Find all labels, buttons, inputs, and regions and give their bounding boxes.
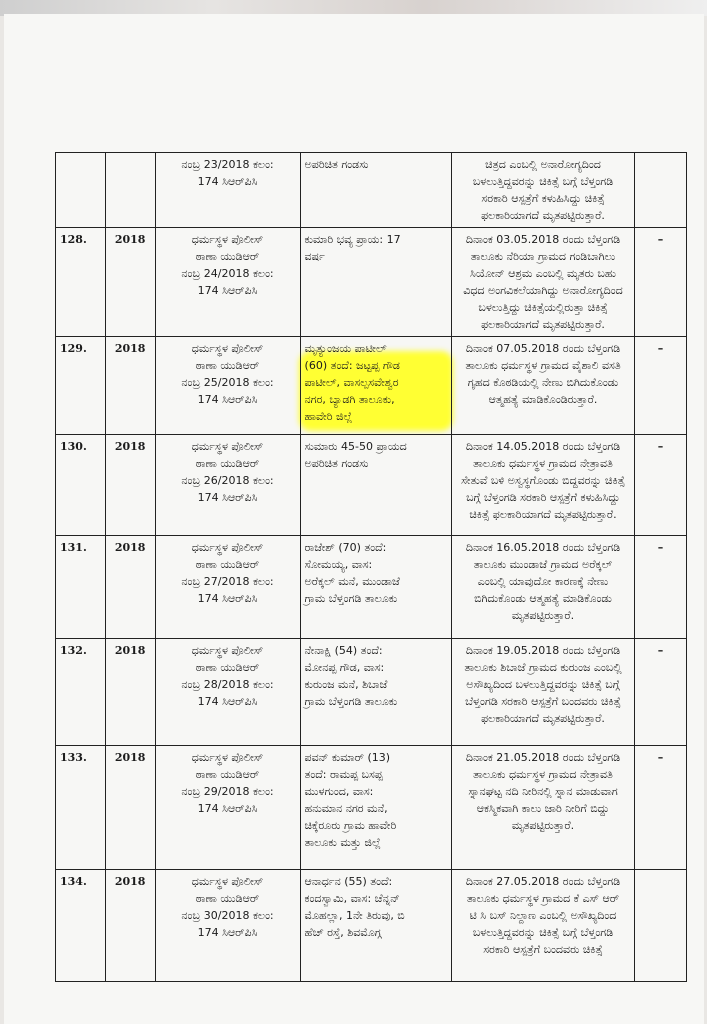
case-line: ನಂಬ್ರ 30/2018 ಕಲಂ: <box>181 909 274 922</box>
name-line: ಗ್ರಾಮ ಬೆಳ್ತಂಗಡಿ ತಾಲೂಕು <box>304 592 398 605</box>
case-line: 174 ಸಿಆರ್‌ಪಿಸಿ <box>197 175 258 188</box>
name-cell <box>300 435 451 536</box>
name-cell <box>300 746 451 870</box>
table-row <box>56 746 687 870</box>
case-line: ನಂಬ್ರ 23/2018 ಕಲಂ: <box>181 158 274 171</box>
year-cell: 2018 <box>105 337 155 435</box>
details-cell <box>451 870 634 982</box>
case-line: 174 ಸಿಆರ್‌ಪಿಸಿ <box>197 695 258 708</box>
table-row <box>56 639 687 746</box>
details-line: ತಾಲೂಕು ಧರ್ಮಸ್ಥಳ ಗ್ರಾಮದ ನೇತ್ರಾವತಿ <box>473 457 613 470</box>
remark-cell: – <box>635 746 687 870</box>
serial-cell: 134. <box>56 870 106 982</box>
case-cell <box>155 435 300 536</box>
details-line: ಬೆಳ್ತಂಗಡಿ ಸರಕಾರಿ ಆಸ್ಪತ್ರೆಗೆ ಬಂದವರು ಚಿಕಿತ್ಸೆ <box>465 695 621 708</box>
details-line: ಚಿಕಿತ್ಸೆ ಫಲಕಾರಿಯಾಗದೆ ಮೃತಪಟ್ಟಿರುತ್ತಾರೆ. <box>469 508 617 521</box>
name-line: ಹೆಚ್ ರಸ್ತೆ, ಶಿವಮೊಗ್ಗ <box>304 926 382 939</box>
details-line: ದಿನಾಂಕ 14.05.2018 ರಂದು ಬೆಳ್ತಂಗಡಿ <box>465 440 621 453</box>
case-line: 174 ಸಿಆರ್‌ಪಿಸಿ <box>197 802 258 815</box>
case-cell <box>155 746 300 870</box>
details-line: ಸೇತುವೆ ಬಳಿ ಅಸ್ವಸ್ಥಗೊಂಡು ಬಿದ್ದವರನ್ನು ಚಿಕಿತ್ಸೆ <box>461 474 625 487</box>
details-line: ಸಿಯೋನ್ ಆಶ್ರಮ ಎಂಬಲ್ಲಿ ಮೃತರು ಬಹು <box>470 267 616 280</box>
details-line: ವಿಧದ ಅಂಗವಿಕಲೆಯಾಗಿದ್ದು ಅನಾರೋಗ್ಯದಿಂದ <box>463 284 623 297</box>
details-cell <box>451 639 634 746</box>
name-line: ಮೃತ್ಯುಂಜಯ ಪಾಟೀಲ್ <box>304 342 387 355</box>
details-line: ಸ್ನಾನಘಟ್ಟ ನದಿ ನೀರಿನಲ್ಲಿ ಸ್ನಾನ ಮಾಡುವಾಗ <box>468 785 618 798</box>
name-line: ರಾಜೇಶ್ (70) ತಂದೆ: <box>304 541 387 554</box>
case-line: ಠಾಣಾ ಯುಡಿಆರ್ <box>195 661 260 674</box>
case-cell <box>155 228 300 337</box>
name-line: ಮುಳಗುಂದ, ವಾಸ: <box>304 785 374 798</box>
remark-cell: – <box>635 228 687 337</box>
year-cell: 2018 <box>105 639 155 746</box>
case-line: 174 ಸಿಆರ್‌ಪಿಸಿ <box>197 284 258 297</box>
details-cell <box>451 746 634 870</box>
case-line: 174 ಸಿಆರ್‌ಪಿಸಿ <box>197 491 258 504</box>
name-line: ವರ್ಷ <box>304 250 325 263</box>
name-line: ಮೊಹಲ್ಲಾ, 1ನೇ ತಿರುವು, ಬಿ <box>304 909 405 922</box>
serial-cell: 129. <box>56 337 106 435</box>
name-line: ತಂದೆ: ರಾಮಪ್ಪ ಬಸಪ್ಪ <box>304 768 383 781</box>
case-cell <box>155 639 300 746</box>
details-line: ತಾಲೂಕು ಧರ್ಮಸ್ಥಳ ಗ್ರಾಮದ ಕೆ ಎಸ್ ಆರ್ <box>466 892 620 905</box>
case-line: ನಂಬ್ರ 24/2018 ಕಲಂ: <box>181 267 274 280</box>
details-cell <box>451 153 634 228</box>
case-cell <box>155 337 300 435</box>
serial-cell: 130. <box>56 435 106 536</box>
details-line: ಆಕಸ್ಮಿಕವಾಗಿ ಕಾಲು ಜಾರಿ ನೀರಿಗೆ ಬಿದ್ದು <box>476 802 610 815</box>
case-line: ಠಾಣಾ ಯುಡಿಆರ್ <box>195 457 260 470</box>
name-cell <box>300 536 451 639</box>
name-line: ಗ್ರಾಮ ಬೆಳ್ತಂಗಡಿ ತಾಲೂಕು <box>304 695 398 708</box>
case-cell <box>155 536 300 639</box>
details-line: ಫಲಕಾರಿಯಾಗದೆ ಮೃತಪಟ್ಟಿರುತ್ತಾರೆ. <box>481 209 605 222</box>
name-line: ಹಾವೇರಿ ಜಿಲ್ಲೆ <box>304 410 353 423</box>
name-line: ಅಪರಿಚಿತ ಗಂಡಸು <box>304 158 369 171</box>
details-line: ದಿನಾಂಕ 16.05.2018 ರಂದು ಬೆಳ್ತಂಗಡಿ <box>465 541 621 554</box>
details-line: ಟಿ ಸಿ ಬಸ್ ನಿಲ್ದಾಣ ಎಂಬಲ್ಲಿ ಅಸೌಖ್ಯದಿಂದ <box>469 909 617 922</box>
case-line: 174 ಸಿಆರ್‌ಪಿಸಿ <box>197 592 258 605</box>
remark-cell <box>635 153 687 228</box>
name-line: ನಗರ, ಬ್ಯಾಡಗಿ ತಾಲೂಕು, <box>304 393 395 406</box>
case-line: ನಂಬ್ರ 25/2018 ಕಲಂ: <box>181 376 274 389</box>
table-row <box>56 228 687 337</box>
name-cell <box>300 153 451 228</box>
case-line: ಠಾಣಾ ಯುಡಿಆರ್ <box>195 359 260 372</box>
details-line: ಬಳಲುತ್ತಿದ್ದು ಚಿಕಿತ್ಸೆಯಲ್ಲಿರುತ್ತಾ ಚಿಕಿತ್ಸೆ <box>478 301 608 314</box>
remark-cell: – <box>635 337 687 435</box>
name-line: (60) ತಂದೆ: ಜಟ್ಟಪ್ಪ ಗೌಡ <box>304 359 400 372</box>
highlighter-mark <box>305 357 447 425</box>
details-cell <box>451 228 634 337</box>
case-line: ಧರ್ಮಸ್ಥಳ ಪೊಲೀಸ್ <box>191 342 264 355</box>
details-line: ಫಲಕಾರಿಯಾಗದೆ ಮೃತಪಟ್ಟಿರುತ್ತಾರೆ. <box>481 318 605 331</box>
year-cell: 2018 <box>105 228 155 337</box>
details-line: ಅಸೌಖ್ಯದಿಂದ ಬಳಲುತ್ತಿದ್ದವರನ್ನು ಚಿಕಿತ್ಸೆ ಬಗ್ಗೆ <box>466 678 620 691</box>
details-line: ಎಂಬಲ್ಲಿ ಯಾವುದೋ ಕಾರಣಕ್ಕೆ ನೇಣು <box>477 575 609 588</box>
year-cell: 2018 <box>105 435 155 536</box>
case-line: 174 ಸಿಆರ್‌ಪಿಸಿ <box>197 393 258 406</box>
details-line: ತಾಲೂಕು ಧರ್ಮಸ್ಥಳ ಗ್ರಾಮದ ವೈಶಾಲಿ ವಸತಿ <box>465 359 621 372</box>
table-row <box>56 536 687 639</box>
details-line: ಬಳಲುತ್ತಿದ್ದವರನ್ನು ಚಿಕಿತ್ಸೆ ಬಗ್ಗೆ ಬೆಳ್ತಂಗಡಿ <box>472 175 614 188</box>
serial-cell: 128. <box>56 228 106 337</box>
remark-cell <box>635 870 687 982</box>
remark-cell: – <box>635 435 687 536</box>
case-line: ಠಾಣಾ ಯುಡಿಆರ್ <box>195 250 260 263</box>
remark-cell: – <box>635 536 687 639</box>
name-line: ಮೋನಪ್ಪ ಗೌಡ, ವಾಸ: <box>304 661 385 674</box>
name-line: ಅಪರಿಚಿತ ಗಂಡಸು <box>304 457 369 470</box>
table-row <box>56 153 687 228</box>
records-table <box>55 152 687 982</box>
case-line: ನಂಬ್ರ 29/2018 ಕಲಂ: <box>181 785 274 798</box>
name-line: ಕುರುಂಜ ಮನೆ, ಶಿಬಾಜೆ <box>304 678 388 691</box>
name-line: ಪಾಟೀಲ್, ವಾಸಲ್ಪಸವೇಶ್ವರ <box>304 376 399 389</box>
details-line: ತಾಲೂಕು ಶಿಬಾಜೆ ಗ್ರಾಮದ ಕುರುಂಜ ಎಂಬಲ್ಲಿ <box>464 661 622 674</box>
details-line: ಸರಕಾರಿ ಆಸ್ಪತ್ರೆಗೆ ಕಳುಹಿಸಿದ್ದು ಚಿಕಿತ್ಸೆ <box>481 192 605 205</box>
details-line: ಬಳಲುತ್ತಿದ್ದವರನ್ನು ಚಿಕಿತ್ಸೆ ಬಗ್ಗೆ ಬೆಳ್ತಂಗಡಿ <box>472 926 614 939</box>
case-line: ನಂಬ್ರ 28/2018 ಕಲಂ: <box>181 678 274 691</box>
details-cell <box>451 435 634 536</box>
case-line: ಧರ್ಮಸ್ಥಳ ಪೊಲೀಸ್ <box>191 751 264 764</box>
name-cell <box>300 228 451 337</box>
name-line: ಅರೆಕ್ಕಲ್ ಮನೆ, ಮುಂಡಾಜೆ <box>304 575 400 588</box>
year-cell: 2018 <box>105 536 155 639</box>
table-row <box>56 337 687 435</box>
details-line: ಮೃತಪಟ್ಟಿರುತ್ತಾರೆ. <box>511 609 575 622</box>
case-line: ಧರ್ಮಸ್ಥಳ ಪೊಲೀಸ್ <box>191 644 264 657</box>
case-line: ನಂಬ್ರ 27/2018 ಕಲಂ: <box>181 575 274 588</box>
name-line: ಸೋಮಯ್ಯ, ವಾಸ: <box>304 558 373 571</box>
details-line: ದಿನಾಂಕ 27.05.2018 ರಂದು ಬೆಳ್ತಂಗಡಿ <box>465 875 621 888</box>
serial-cell: 133. <box>56 746 106 870</box>
name-line: ನೇನಾಕ್ಷಿ (54) ತಂದೆ: <box>304 644 383 657</box>
details-line: ಫಲಕಾರಿಯಾಗದೆ ಮೃತಪಟ್ಟಿರುತ್ತಾರೆ. <box>481 712 605 725</box>
table-row <box>56 435 687 536</box>
details-line: ತಾಲೂಕು ನೆರಿಯಾ ಗ್ರಾಮದ ಗಂಡಿಬಾಗಿಲು <box>470 250 616 263</box>
year-cell: 2018 <box>105 870 155 982</box>
case-line: ಠಾಣಾ ಯುಡಿಆರ್ <box>195 892 260 905</box>
table-row <box>56 870 687 982</box>
details-line: ತಾಲೂಕು ಮುಂಡಾಜೆ ಗ್ರಾಮದ ಅರೆಕ್ಕಲ್ <box>473 558 613 571</box>
name-line: ಹನುಮಾನ ನಗರ ಮನೆ, <box>304 802 388 815</box>
serial-cell: 131. <box>56 536 106 639</box>
name-line: ತಾಲೂಕು ಮತ್ತು ಜಿಲ್ಲೆ <box>304 836 381 849</box>
case-line: ಧರ್ಮಸ್ಥಳ ಪೊಲೀಸ್ <box>191 440 264 453</box>
year-cell: 2018 <box>105 746 155 870</box>
case-cell <box>155 870 300 982</box>
details-line: ಬಿಗಿದುಕೊಂಡು ಆತ್ಮಹತ್ಯೆ ಮಾಡಿಕೊಂಡು <box>474 592 612 605</box>
name-line: ಕಂದಸ್ವಾಮಿ, ವಾಸ: ಚೆನ್ನನ್ <box>304 892 400 905</box>
details-line: ದಿನಾಂಕ 07.05.2018 ರಂದು ಬೆಳ್ತಂಗಡಿ <box>465 342 621 355</box>
details-line: ಬಗ್ಗೆ ಬೆಳ್ತಂಗಡಿ ಸರಕಾರಿ ಆಸ್ಪತ್ರೆಗೆ ಕಳುಹಿಸಿದ್ದು <box>466 491 620 504</box>
details-line: ತಾಲೂಕು ಧರ್ಮಸ್ಥಳ ಗ್ರಾಮದ ನೇತ್ರಾವತಿ <box>473 768 613 781</box>
name-line: ಆನಾರ್ಧನ (55) ತಂದೆ: <box>304 875 393 888</box>
case-line: ಧರ್ಮಸ್ಥಳ ಪೊಲೀಸ್ <box>191 875 264 888</box>
case-line: 174 ಸಿಆರ್‌ಪಿಸಿ <box>197 926 258 939</box>
name-line: ಚಿಕ್ಕೆರೂರು ಗ್ರಾಮ ಹಾವೇರಿ <box>304 819 397 832</box>
name-line: ಪವನ್ ಕುಮಾರ್ (13) <box>304 751 391 764</box>
case-line: ಠಾಣಾ ಯುಡಿಆರ್ <box>195 768 260 781</box>
details-line: ದಿನಾಂಕ 19.05.2018 ರಂದು ಬೆಳ್ತಂಗಡಿ <box>465 644 621 657</box>
details-cell <box>451 536 634 639</box>
case-line: ನಂಬ್ರ 26/2018 ಕಲಂ: <box>181 474 274 487</box>
name-cell <box>300 337 451 435</box>
records-body <box>56 153 687 982</box>
details-line: ಚಿತ್ರದ ಎಂಬಲ್ಲಿ ಅನಾರೋಗ್ಯದಿಂದ <box>485 158 601 171</box>
name-line: ಸುಮಾರು 45-50 ಪ್ರಾಯದ <box>304 440 407 453</box>
details-line: ಮೃತಪಟ್ಟಿರುತ್ತಾರೆ. <box>511 819 575 832</box>
name-cell <box>300 639 451 746</box>
serial-cell: 132. <box>56 639 106 746</box>
details-line: ದಿನಾಂಕ 03.05.2018 ರಂದು ಬೆಳ್ತಂಗಡಿ <box>465 233 621 246</box>
details-cell <box>451 337 634 435</box>
name-line: ಕುಮಾರಿ ಭವ್ಯ ಪ್ರಾಯ: 17 <box>304 233 401 246</box>
serial-cell <box>56 153 106 228</box>
case-line: ಧರ್ಮಸ್ಥಳ ಪೊಲೀಸ್ <box>191 233 264 246</box>
details-line: ದಿನಾಂಕ 21.05.2018 ರಂದು ಬೆಳ್ತಂಗಡಿ <box>465 751 621 764</box>
details-line: ಆತ್ಮಹತ್ಯೆ ಮಾಡಿಕೊಂಡಿರುತ್ತಾರೆ. <box>488 393 598 406</box>
case-cell <box>155 153 300 228</box>
case-line: ಠಾಣಾ ಯುಡಿಆರ್ <box>195 558 260 571</box>
year-cell <box>105 153 155 228</box>
case-line: ಧರ್ಮಸ್ಥಳ ಪೊಲೀಸ್ <box>191 541 264 554</box>
details-line: ಸರಕಾರಿ ಆಸ್ಪತ್ರೆಗೆ ಬಂದವರು ಚಿಕಿತ್ಸೆ <box>483 943 603 956</box>
details-line: ಗೃಹದ ಕೊಠಡಿಯಲ್ಲಿ ನೇಣು ಬಿಗಿದುಕೊಂಡು <box>467 376 619 389</box>
name-cell <box>300 870 451 982</box>
remark-cell: – <box>635 639 687 746</box>
